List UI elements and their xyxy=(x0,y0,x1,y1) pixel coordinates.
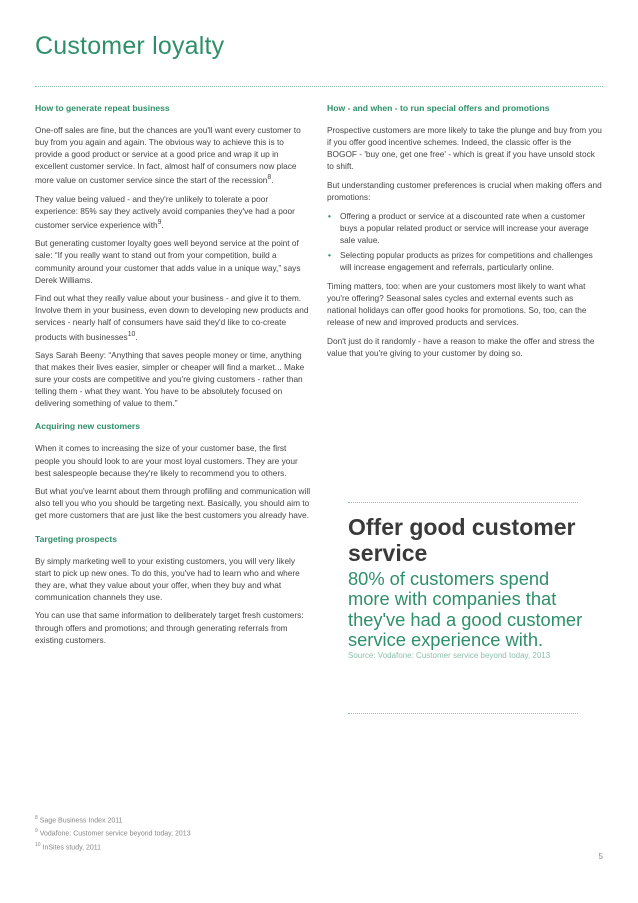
paragraph: One-off sales are fine, but the chances are you'll want every customer to buy from you again and again. The obvious way to achieve this is to provide a good product or service at a good price and wrap it up in excellent customer service. In fact, almost half of consumers now place more value on customer service since the start of the recession$^8$. xyxy=(35,125,301,186)
paragraph: But generating customer loyalty goes well beyond service at the point of sale: “If you really want to stand out from your competition, build a community around your customer that adds value in a unique way,” says Derek Williams. xyxy=(35,238,301,285)
paragraph: Says Sarah Beeny: “Anything that saves people money or time, anything that makes their lives easier, simpler or cheaper will find a market... Make sure your costs are competitive and you're giving customers - rather than telling them - what they want. You have to be absolutely focused on delivering something of value to them.” xyxy=(35,349,305,409)
callout-box xyxy=(348,514,593,660)
paragraph: But what you've learnt about them through profiling and communication will also tell you who you should be targeting next. Basically, you should aim to get more customers that are just like the best customers you already have. xyxy=(35,486,311,521)
bullet-list xyxy=(327,210,603,273)
callout-top-divider xyxy=(348,502,578,503)
section-heading-acquiring: Acquiring new customers xyxy=(35,421,141,432)
title-divider xyxy=(35,86,603,87)
bullet-icon: • xyxy=(328,210,331,221)
paragraph: You can use that same information to deliberately target fresh customers: through offers and promotions; and through generating referrals from existing customers. xyxy=(35,610,304,645)
callout-statistic: 80% of customers spend more with companies that they've had a good customer service experience with. xyxy=(348,568,583,650)
paragraph: Prospective customers are more likely to take the plunge and buy from you if you offer good incentive schemes. Indeed, the classic offer is the BOGOF - 'buy one, get one free' - which is great if you have unsold stock to shift. xyxy=(327,125,602,172)
footnote: $^9$ Vodafone: Customer service beyond today, 2013 xyxy=(35,828,191,838)
list-item: • Selecting popular products as prizes for competitions and challenges will increase engagement and referrals, particularly online. xyxy=(328,249,593,273)
footnote: $^{10}$ InSites study, 2011 xyxy=(35,841,102,851)
paragraph: When it comes to increasing the size of your customer base, the first people you should look to are your most loyal customers. They are your best salespeople because they're likely to recommend you to others. xyxy=(35,443,298,478)
list-item: • Offering a product or service at a discounted rate when a customer buys a popular related product or service will increase your average sale value. xyxy=(328,210,589,245)
section-heading-targeting: Targeting prospects xyxy=(35,533,117,544)
page-title: Customer loyalty xyxy=(35,32,225,60)
paragraph: Find out what they really value about your business - and give it to them. Involve them in your business, even down to developing new products and services - nearly half of consumers have said they'd like to co-create products with businesses$^{10}$. xyxy=(35,293,309,342)
callout-bottom-divider xyxy=(348,713,578,714)
bullet-icon: • xyxy=(328,249,331,260)
page-number: 5 xyxy=(598,852,603,861)
left-column xyxy=(35,102,312,652)
footnotes xyxy=(35,813,191,853)
paragraph: Don't just do it randomly - have a reason to make the offer and stress the value that you're giving to your customer by doing so. xyxy=(327,336,595,359)
paragraph: By simply marketing well to your existing customers, you will very likely start to pick up new ones. To do this, you've had to learn who and where they are, what they value about your offer, when they buy and what communication channels they use. xyxy=(35,555,300,602)
paragraph: Timing matters, too: when are your customers most likely to want what you're offering? Seasonal sales cycles and external events such as national holidays can offer good hooks for promotions. So, too, can the release of new and improved products and services. xyxy=(327,281,587,328)
section-heading-repeat-business: How to generate repeat business xyxy=(35,103,170,113)
callout-source: Source: Vodafone: Customer service beyond today, 2013 xyxy=(348,651,551,661)
paragraph: They value being valued - and they're unlikely to tolerate a poor experience: 85% say they actively avoid companies they've had a poor customer service experience with$^9$. xyxy=(35,193,295,230)
footnote: $^8$ Sage Business Index 2011 xyxy=(35,815,123,825)
right-column xyxy=(327,102,603,366)
callout-title: Offer good customer service xyxy=(348,514,576,566)
paragraph: But understanding customer preferences is crucial when making offers and promotions: xyxy=(327,179,602,203)
section-heading-offers: How - and when - to run special offers and promotions xyxy=(327,103,550,113)
